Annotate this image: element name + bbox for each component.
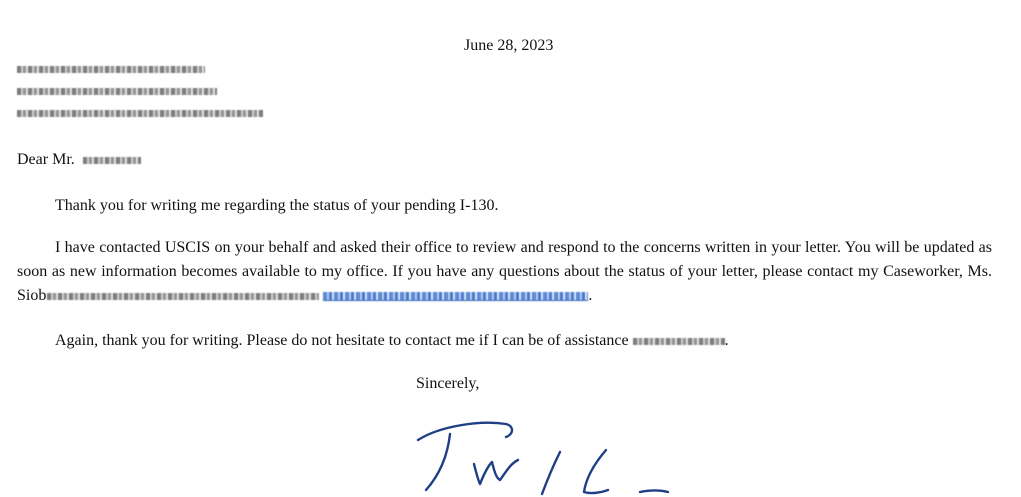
recipient-name-redacted: [83, 157, 141, 164]
address-line-1-redacted: [17, 58, 263, 80]
paragraph-thanks: [17, 194, 992, 218]
caseworker-details-redacted: [47, 293, 319, 300]
paragraph-uscis-contact: [17, 236, 992, 308]
paragraph-thanks-text: Thank you for writing me regarding the status of your pending I-130.: [55, 197, 499, 214]
salutation-text: Dear Mr.: [17, 151, 75, 168]
address-line-3-redacted: [17, 102, 263, 124]
handwritten-signature: [410, 410, 680, 497]
paragraph-closing-remarks: [17, 329, 992, 353]
letter-closing: Sincerely,: [416, 375, 480, 392]
paragraph-closing-end: .: [724, 332, 729, 349]
address-line-2-redacted: [17, 80, 263, 102]
closing-phrase-redacted: [633, 338, 725, 345]
letter-date: June 28, 2023: [464, 37, 554, 54]
salutation: [17, 150, 141, 170]
caseworker-email-link-redacted[interactable]: [323, 292, 588, 301]
paragraph-closing-text: Again, thank you for writing. Please do not hesitate to contact me if I can be of assistance: [55, 332, 629, 349]
recipient-address-redacted: [17, 58, 263, 124]
paragraph-uscis-end: .: [588, 287, 593, 304]
paragraph-uscis-text: I have contacted USCIS on your behalf and asked their office to review and respond to the concerns written in your letter. You will be updated as soon as new information becomes available to my office. If you have any questions about the status of your letter, please contact my Caseworker, Ms. Siob: [17, 239, 992, 304]
